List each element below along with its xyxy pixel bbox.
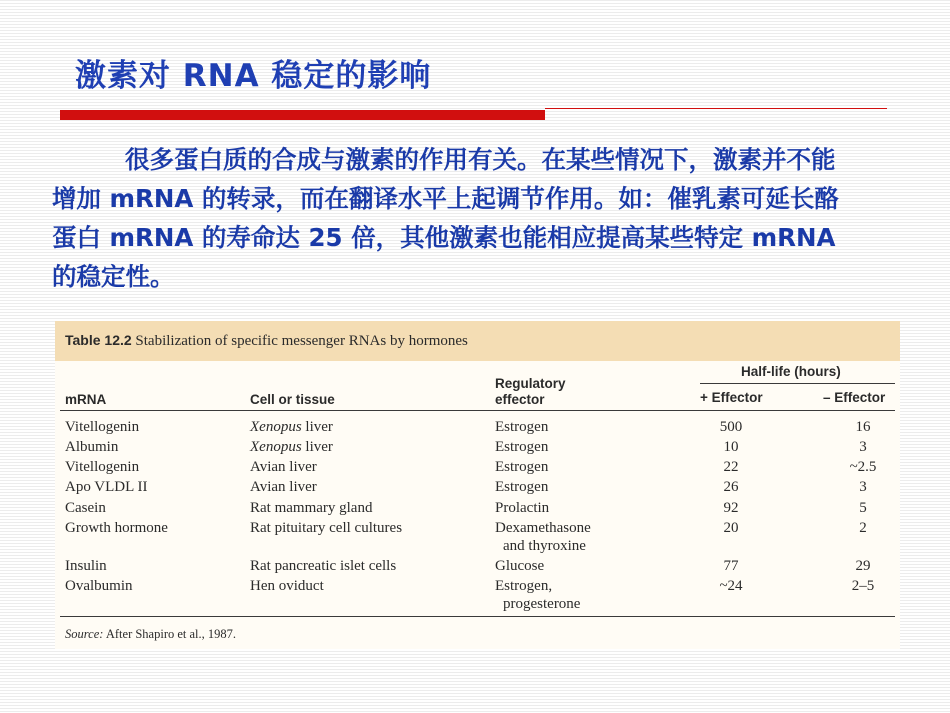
cell-tissue [250, 439, 333, 456]
cell-tissue [250, 419, 333, 436]
cell-tissue [250, 578, 324, 595]
cell-effector: Dexamethasone [495, 520, 591, 536]
cell-plus-effector: 20 [723, 520, 739, 536]
header-rule [60, 410, 895, 411]
cell-plus-effector: 77 [723, 558, 739, 574]
slide-title: 激素对 RNA 稳定的影响 [75, 58, 432, 94]
cell-tissue [250, 479, 317, 496]
cell-tissue [250, 500, 372, 517]
cell-tissue [250, 459, 317, 476]
cell-tissue-species: Xenopus [250, 419, 302, 435]
table-source [65, 627, 236, 642]
cell-tissue-text: liver [301, 439, 333, 455]
source-label: Source: [65, 627, 104, 641]
cell-minus-effector: 2–5 [851, 578, 875, 594]
cell-effector: Estrogen [495, 439, 549, 455]
cell-mrna: Apo VLDL II [65, 479, 148, 495]
cell-effector: Estrogen [495, 479, 549, 495]
cell-minus-effector: 3 [859, 439, 867, 455]
cell-tissue-species: Xenopus [250, 439, 302, 455]
col-header-plus-effector: + Effector [700, 390, 763, 405]
cell-minus-effector: ~2.5 [849, 459, 877, 475]
col-header-cell: Cell or tissue [250, 392, 335, 407]
col-header-mrna: mRNA [65, 392, 107, 407]
cell-tissue-text: Rat mammary gland [250, 500, 373, 516]
cell-effector-line2: and thyroxine [503, 538, 586, 554]
cell-plus-effector: 500 [719, 419, 743, 435]
col-header-effector-line1: Regulatory [495, 376, 566, 391]
table-label: Table 12.2 [65, 332, 132, 348]
cell-tissue-text: Avian liver [250, 479, 317, 495]
table-caption [65, 332, 468, 350]
cell-mrna: Ovalbumin [65, 578, 133, 594]
cell-minus-effector: 2 [859, 520, 867, 536]
cell-tissue-text: Hen oviduct [250, 578, 324, 594]
cell-mrna: Casein [65, 500, 106, 516]
cell-minus-effector: 16 [855, 419, 871, 435]
cell-tissue [250, 520, 402, 537]
title-underline-line [545, 108, 887, 109]
cell-plus-effector: ~24 [719, 578, 743, 594]
cell-plus-effector: 26 [723, 479, 739, 495]
cell-tissue-text: Avian liver [250, 459, 317, 475]
cell-minus-effector: 3 [859, 479, 867, 495]
footer-rule [60, 616, 895, 617]
cell-tissue-text: liver [301, 419, 333, 435]
cell-mrna: Insulin [65, 558, 107, 574]
halflife-rule [700, 383, 895, 384]
slide-paragraph: 很多蛋白质的合成与激素的作用有关。在某些情况下，激素并不能增加 mRNA 的转录，而在翻译水平上起调节作用。如：催乳素可延长酪蛋白 mRNA 的寿命达 25 倍，其他激素也能相应提高某些特定 mRNA 的稳定性。 [52, 145, 839, 291]
cell-tissue-text: Rat pituitary cell cultures [250, 520, 403, 536]
col-header-effector-line2: effector [495, 392, 545, 407]
col-header-effector [495, 376, 566, 408]
cell-effector-line2: progesterone [503, 596, 581, 612]
table-caption-bar [55, 321, 900, 361]
table-caption-text: Stabilization of specific messenger RNAs by hormones [135, 333, 468, 349]
cell-effector: Estrogen [495, 459, 549, 475]
cell-mrna: Albumin [65, 439, 119, 455]
col-header-halflife: Half-life (hours) [741, 364, 841, 379]
cell-effector: Estrogen [495, 419, 549, 435]
cell-plus-effector: 92 [723, 500, 739, 516]
cell-mrna: Vitellogenin [65, 419, 140, 435]
cell-tissue-text: Rat pancreatic islet cells [250, 558, 397, 574]
cell-effector: Prolactin [495, 500, 550, 516]
hormone-table [55, 321, 900, 649]
title-underline-bar [60, 110, 545, 120]
cell-effector: Estrogen, [495, 578, 553, 594]
cell-mrna: Vitellogenin [65, 459, 140, 475]
cell-plus-effector: 22 [723, 459, 739, 475]
cell-minus-effector: 5 [859, 500, 867, 516]
cell-tissue [250, 558, 396, 575]
cell-minus-effector: 29 [855, 558, 871, 574]
col-header-minus-effector: – Effector [823, 390, 886, 405]
cell-effector: Glucose [495, 558, 545, 574]
cell-mrna: Growth hormone [65, 520, 168, 536]
source-text: After Shapiro et al., 1987. [103, 627, 237, 641]
cell-plus-effector: 10 [723, 439, 739, 455]
